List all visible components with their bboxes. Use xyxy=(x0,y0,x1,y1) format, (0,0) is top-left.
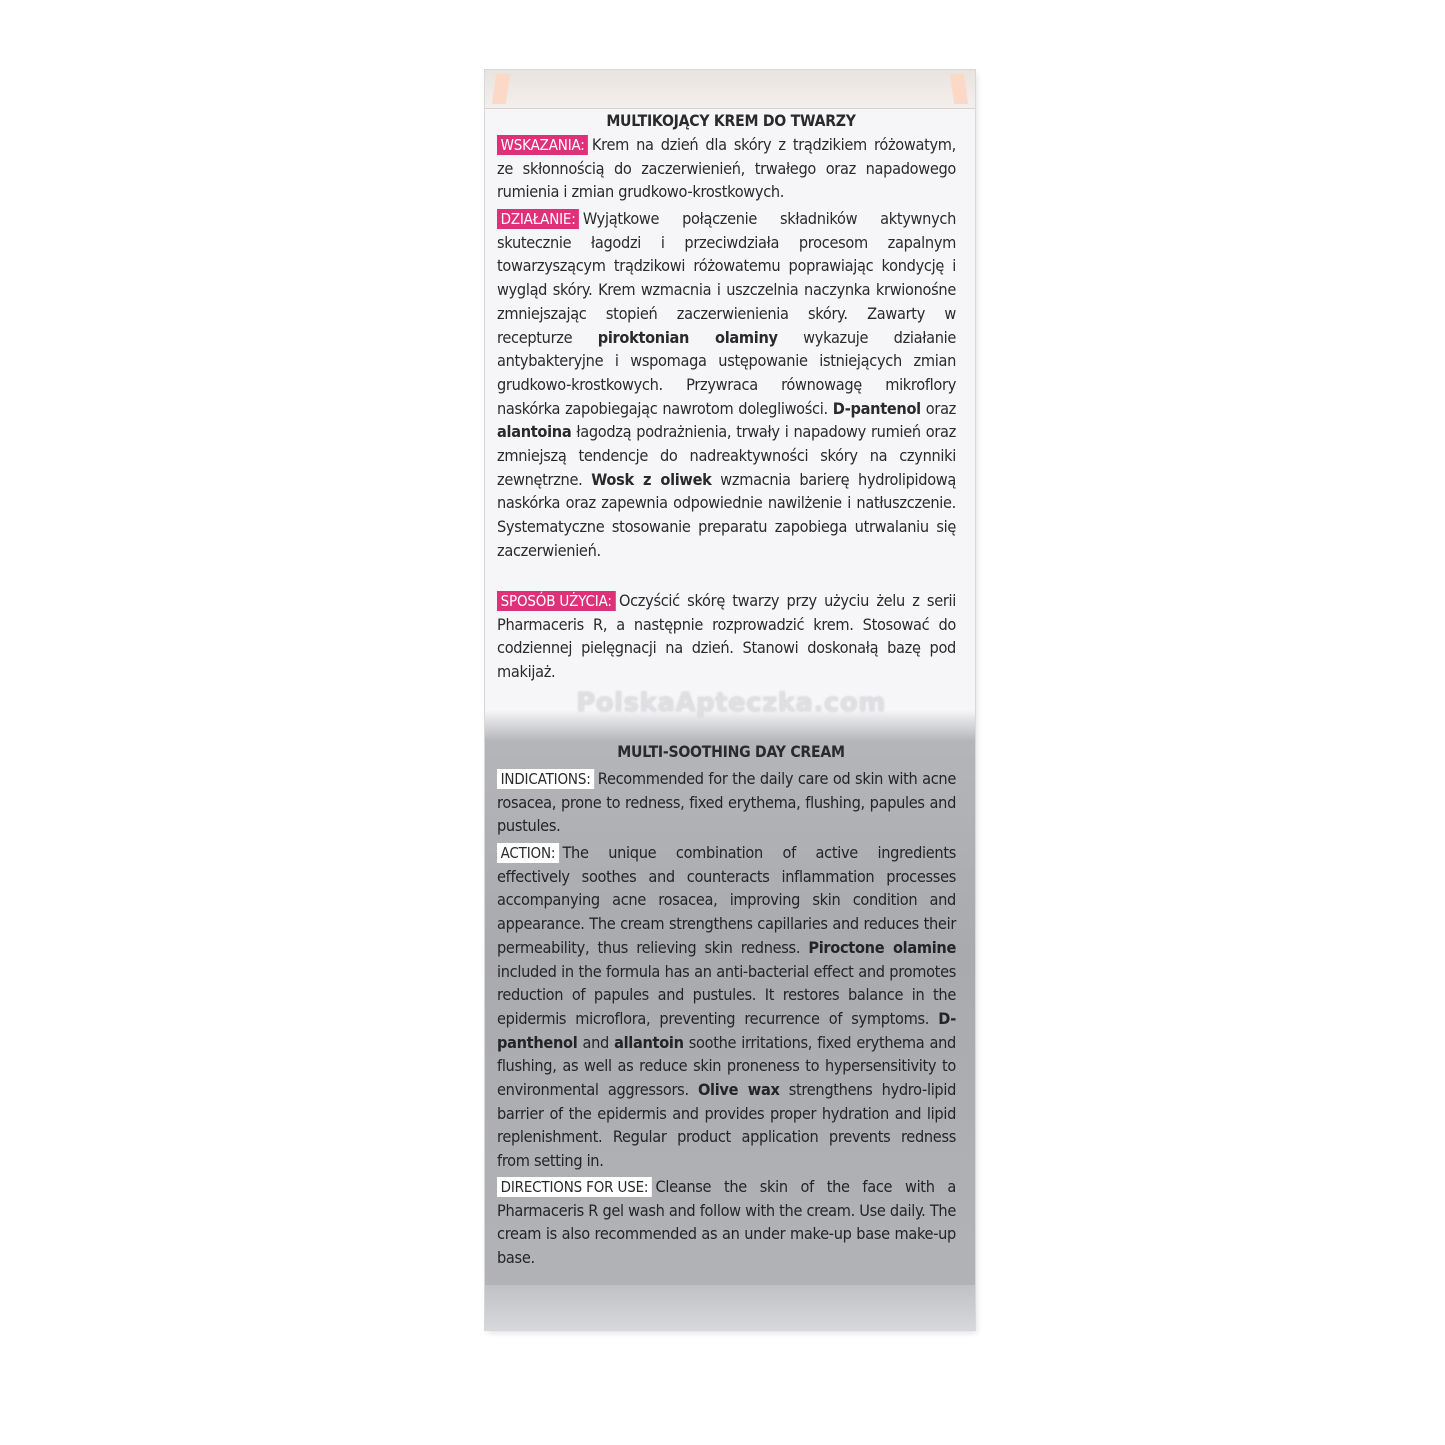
english-usage-tag: DIRECTIONS FOR USE: xyxy=(497,1177,652,1197)
polish-action-text-3: oraz xyxy=(925,398,957,418)
english-usage-text: Cleanse the skin of the face with a Pharmaceris R gel wash and follow with the cream. Use daily. The cream is also recommended as an under make-up base make-up base. xyxy=(497,1177,956,1268)
english-action-bold-1: Piroctone olamine xyxy=(808,937,957,957)
english-title: MULTI-SOOTHING DAY CREAM xyxy=(617,742,845,761)
carton-bottom-edge xyxy=(485,1285,975,1330)
polish-action-text-2: wykazuje działanie antybakteryjne i wspomaga ustępowanie istniejących zmian grudkowo-krostkowych. Przywraca równowagę mikroflory naskórka zapobiegając nawrotom dolegliwości. xyxy=(497,327,956,418)
polish-action-bold-3: alantoina xyxy=(497,422,572,442)
english-action xyxy=(497,841,956,1173)
polish-action-tag: DZIAŁANIE: xyxy=(497,209,579,229)
english-action-text-1: The unique combination of active ingredients effectively soothes and counteracts inflammation processes accompanying acne rosacea, improving skin condition and appearance. The cream strengthens capillaries and reduces their permeability, thus relieving skin redness. xyxy=(497,843,956,957)
english-action-bold-4: Olive wax xyxy=(697,1080,780,1100)
polish-title: MULTIKOJĄCY KREM DO TWARZY xyxy=(606,111,856,130)
english-action-text-2: included in the formula has an anti-bacterial effect and promotes reduction of papules and pustules. It restores balance in the epidermis microflora, preventing recurrence of symptoms. xyxy=(497,961,956,1028)
polish-usage-text: Oczyścić skórę twarzy przy użyciu żelu z serii Pharmaceris R, a następnie rozprowadzić krem. Stosować do codziennej pielęgnacji na dzień. Stanowi doskonałą bazę pod makijaż. xyxy=(497,591,956,682)
polish-indications-text: Krem na dzień dla skóry z trądzikiem różowatym, ze skłonnością do zaczerwienień, trwałego oraz napadowego rumienia i zmian grudkowo-krostkowych. xyxy=(497,135,956,202)
english-usage xyxy=(497,1175,956,1270)
english-action-text-3: and xyxy=(582,1032,609,1052)
english-indications xyxy=(497,767,956,838)
english-action-bold-2: D-panthenol xyxy=(497,1008,956,1052)
english-action-bold-3: allantoin xyxy=(614,1032,684,1052)
polish-action xyxy=(497,207,956,563)
polish-indications xyxy=(497,133,956,204)
polish-usage-tag: SPOSÓB UŻYCIA: xyxy=(497,591,615,611)
watermark: PolskaApteczka.com xyxy=(576,688,886,718)
polish-action-bold-2: D-pantenol xyxy=(832,398,921,418)
english-action-tag: ACTION: xyxy=(497,843,559,863)
polish-action-text-5: wzmacnia barierę hydrolipidową naskórka oraz zapewnia odpowiednie nawilżenie i natłuszczenie. Systematyczne stosowanie preparatu zapobiega utrwalaniu się zaczerwienień. xyxy=(497,469,957,560)
polish-action-text-4: łagodzą podrażnienia, trwały i napadowy rumień oraz zmniejszą tendencje do nadreaktywności skóry na czynniki zewnętrzne. xyxy=(497,422,956,489)
carton-top-flap xyxy=(485,70,975,109)
polish-indications-tag: WSKAZANIA: xyxy=(497,135,588,155)
polish-action-text-1: Wyjątkowe połączenie składników aktywnych skutecznie łagodzi i przeciwdziała procesom zapalnym towarzyszącym trądzikowi różowatemu poprawiając kondycję i wygląd skóry. Krem wzmacnia i uszczelnia naczynka krwionośne zmniejszając stopień zaczerwienienia skóry. Zawarty w recepturze xyxy=(497,209,956,347)
english-action-text-5: strengthens hydro-lipid barrier of the epidermis and provides proper hydration and lipid replenishment. Regular product application prevents redness from setting in. xyxy=(497,1080,957,1171)
polish-usage xyxy=(497,589,956,684)
english-indications-tag: INDICATIONS: xyxy=(497,769,594,789)
polish-action-bold-4: Wosk z oliwek xyxy=(591,469,712,489)
english-indications-text: Recommended for the daily care od skin with acne rosacea, prone to redness, fixed erythema, flushing, papules and pustules. xyxy=(497,769,956,836)
english-action-text-4: soothe irritations, fixed erythema and flushing, as well as reduce skin proneness to hypersensitivity to environmental aggressors. xyxy=(497,1032,956,1100)
polish-action-bold-1: piroktonian olaminy xyxy=(597,327,778,347)
